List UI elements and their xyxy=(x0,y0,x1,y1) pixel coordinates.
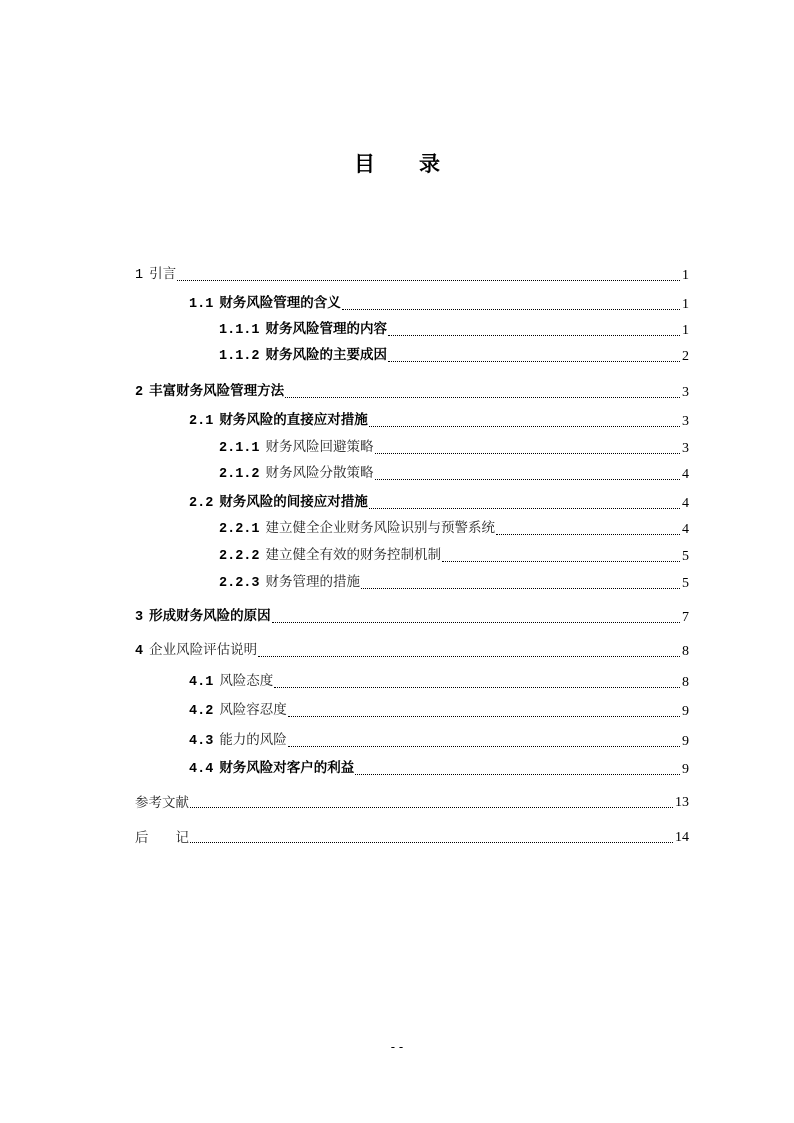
toc-leader-dots xyxy=(369,508,680,509)
toc-entry-4-4[interactable] xyxy=(189,757,689,779)
toc-entry-page: 14 xyxy=(675,830,689,845)
toc-entry-text: 财务风险管理的含义 xyxy=(219,295,341,311)
toc-leader-dots xyxy=(496,534,680,535)
toc-entry-4-3[interactable] xyxy=(189,729,689,751)
toc-entry-page: 3 xyxy=(682,385,689,400)
toc-entry-number: 2.2.2 xyxy=(219,549,260,564)
toc-entry-page: 9 xyxy=(682,762,689,777)
toc-entry-text: 参考文献 xyxy=(135,795,189,811)
toc-leader-dots xyxy=(369,426,680,427)
toc-entry-2[interactable] xyxy=(135,380,689,402)
toc-leader-dots xyxy=(375,453,680,454)
toc-entry-number: 2.1 xyxy=(189,414,214,429)
toc-entry-2-1-2[interactable] xyxy=(219,462,689,484)
toc-entry-number: 2.2.3 xyxy=(219,576,260,591)
toc-leader-dots xyxy=(342,309,680,310)
toc-entry-text: 引言 xyxy=(149,266,177,282)
toc-leader-dots xyxy=(258,656,680,657)
toc-entry-number: 1.1 xyxy=(189,297,214,312)
toc-entry-page: 8 xyxy=(682,675,689,690)
toc-entry-text: 财务风险管理的内容 xyxy=(265,321,388,337)
toc-entry-2-2-3[interactable] xyxy=(219,571,689,593)
toc-entry-page: 5 xyxy=(682,576,689,591)
toc-entry-number: 2.2 xyxy=(189,496,214,511)
toc-entry-page: 3 xyxy=(682,441,689,456)
toc-entry-1-1-2[interactable] xyxy=(219,344,689,366)
toc-entry-page: 9 xyxy=(682,704,689,719)
toc-entry-text: 建立健全有效的财务控制机制 xyxy=(265,547,442,563)
toc-entry-number: 4.2 xyxy=(189,704,214,719)
toc-entry-number: 3 xyxy=(135,610,144,625)
toc-entry-text: 财务风险的间接应对措施 xyxy=(219,494,368,510)
toc-entry-1-1[interactable] xyxy=(189,292,689,314)
toc-entry-2-1[interactable] xyxy=(189,409,689,431)
toc-leader-dots xyxy=(274,687,680,688)
toc-entry-page: 8 xyxy=(682,644,689,659)
toc-entry-page: 4 xyxy=(682,522,689,537)
toc-entry-2-2[interactable] xyxy=(189,491,689,513)
toc-entry-text: 企业风险评估说明 xyxy=(149,642,258,658)
toc-title-char-2: 录 xyxy=(419,152,440,176)
toc-entry-number: 4.1 xyxy=(189,675,214,690)
toc-leader-dots xyxy=(190,842,673,843)
toc-leader-dots xyxy=(177,280,680,281)
toc-leader-dots xyxy=(272,622,680,623)
toc-leader-dots xyxy=(190,807,673,808)
toc-entry-3[interactable] xyxy=(135,605,689,627)
toc-entry-2-2-1[interactable] xyxy=(219,517,689,539)
toc-entry-2-2-2[interactable] xyxy=(219,544,689,566)
toc-entry-page: 9 xyxy=(682,734,689,749)
toc-entry-4-2[interactable] xyxy=(189,699,689,721)
toc-entry-number: 1.1.1 xyxy=(219,323,260,338)
toc-entry-text: 财务风险分散策略 xyxy=(265,465,374,481)
toc-entry-number: 2.1.2 xyxy=(219,467,260,482)
toc-entry-page: 13 xyxy=(675,795,689,810)
toc-entry-1-1-1[interactable] xyxy=(219,318,689,340)
toc-entry-page: 1 xyxy=(682,323,689,338)
toc-leader-dots xyxy=(388,361,680,362)
toc-entry-number: 4.3 xyxy=(189,734,214,749)
toc-entry-text: 风险态度 xyxy=(219,673,274,689)
toc-title-char-1: 目 xyxy=(354,152,375,176)
toc-entry-text: 后 记 xyxy=(135,830,189,846)
page-number-marker: - - xyxy=(390,1040,404,1054)
toc-entry-1[interactable] xyxy=(135,263,689,285)
toc-entry-text: 建立健全企业财务风险识别与预警系统 xyxy=(265,520,496,536)
toc-entry-number: 1.1.2 xyxy=(219,349,260,364)
toc-entry-text: 财务风险的直接应对措施 xyxy=(219,412,368,428)
toc-entry-page: 4 xyxy=(682,467,689,482)
toc-entry-afterword[interactable] xyxy=(135,825,689,847)
toc-entry-text: 财务风险回避策略 xyxy=(265,439,374,455)
toc-leader-dots xyxy=(285,397,680,398)
toc-leader-dots xyxy=(355,774,680,775)
toc-entry-number: 4 xyxy=(135,644,144,659)
toc-entry-text: 风险容忍度 xyxy=(219,702,287,718)
toc-entry-page: 3 xyxy=(682,414,689,429)
toc-entry-text: 丰富财务风险管理方法 xyxy=(149,383,285,399)
toc-entry-text: 形成财务风险的原因 xyxy=(149,608,271,624)
toc-entry-text: 财务风险对客户的利益 xyxy=(219,760,355,776)
toc-entry-2-1-1[interactable] xyxy=(219,436,689,458)
toc-leader-dots xyxy=(288,716,680,717)
toc-title xyxy=(0,148,794,178)
toc-entry-page: 5 xyxy=(682,549,689,564)
toc-entry-number: 2.1.1 xyxy=(219,441,260,456)
toc-entry-text: 财务风险的主要成因 xyxy=(265,347,388,363)
toc-entry-references[interactable] xyxy=(135,790,689,812)
toc-entry-text: 能力的风险 xyxy=(219,732,287,748)
toc-leader-dots xyxy=(442,561,680,562)
toc-leader-dots xyxy=(375,479,680,480)
toc-entry-number: 2 xyxy=(135,385,144,400)
toc-entry-4[interactable] xyxy=(135,639,689,661)
toc-leader-dots xyxy=(361,588,680,589)
toc-entry-page: 2 xyxy=(682,349,689,364)
toc-entry-page: 4 xyxy=(682,496,689,511)
toc-entry-number: 2.2.1 xyxy=(219,522,260,537)
toc-entry-4-1[interactable] xyxy=(189,670,689,692)
toc-entry-page: 1 xyxy=(682,297,689,312)
toc-entry-page: 7 xyxy=(682,610,689,625)
toc-entry-number: 4.4 xyxy=(189,762,214,777)
toc-entry-page: 1 xyxy=(682,268,689,283)
toc-entry-text: 财务管理的措施 xyxy=(265,574,361,590)
toc-entry-number: 1 xyxy=(135,268,144,283)
toc-leader-dots xyxy=(388,335,680,336)
toc-leader-dots xyxy=(288,746,680,747)
